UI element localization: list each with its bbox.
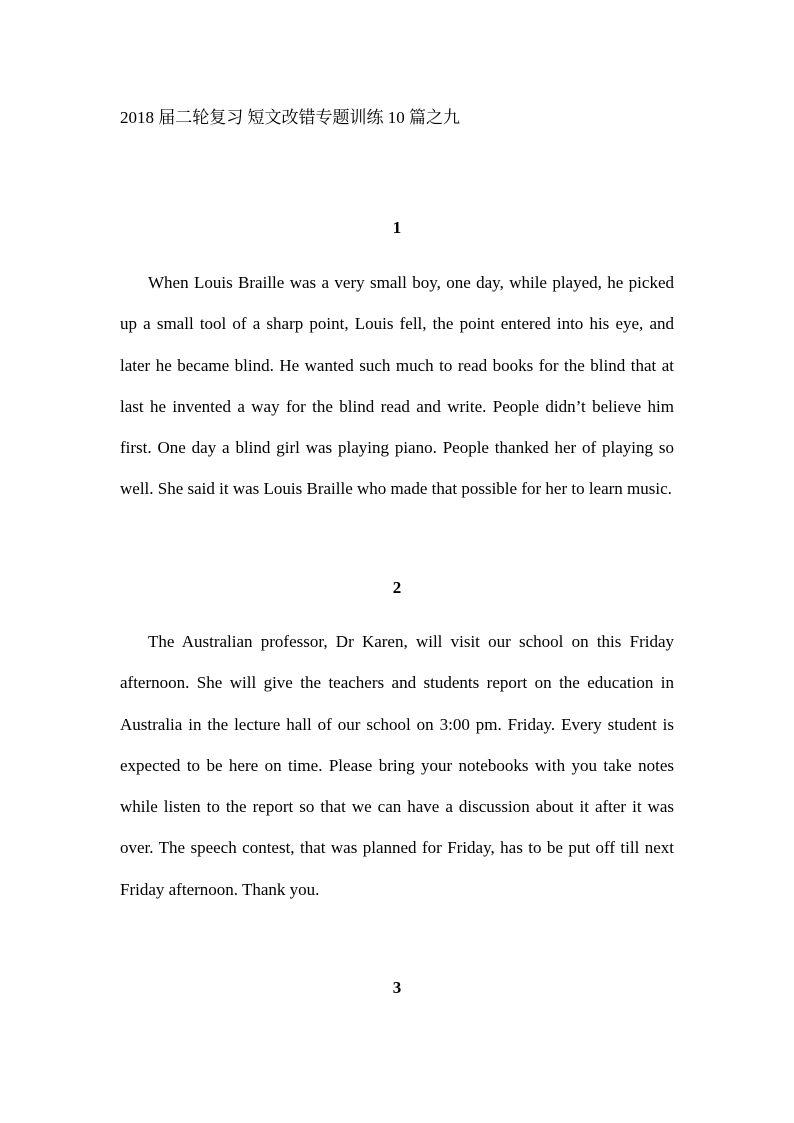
section-number-1: 1 — [392, 218, 402, 237]
passage-2-text: The Australian professor, Dr Karen, will visit our school on this Friday afternoon. She will give the teachers and students report on the education in Australia in the lecture hall of our school on 3:00 pm. Friday. Every student is expected to be here on time. Please bring your notebooks with you take notes while listen to the report so that we can have a discussion about it after it was over. The speech contest, that was planned for Friday, has to be put off till next Friday afternoon. Thank you. — [120, 632, 674, 899]
section-number-2: 2 — [392, 578, 402, 597]
section-number-3: 3 — [392, 978, 402, 997]
passage-1-text: When Louis Braille was a very small boy, one day, while played, he picked up a small tool of a sharp point, Louis fell, the point entered into his eye, and later he became blind. He wanted such much to read books for the blind that at last he invented a way for the blind read and write. People didn’t believe him first. One day a blind girl was playing piano. People thanked her of playing so well. She said it was Louis Braille who made that possible for her to learn music. — [120, 273, 674, 499]
document-title: 2018 届二轮复习 短文改错专题训练 10 篇之九 — [120, 108, 460, 127]
